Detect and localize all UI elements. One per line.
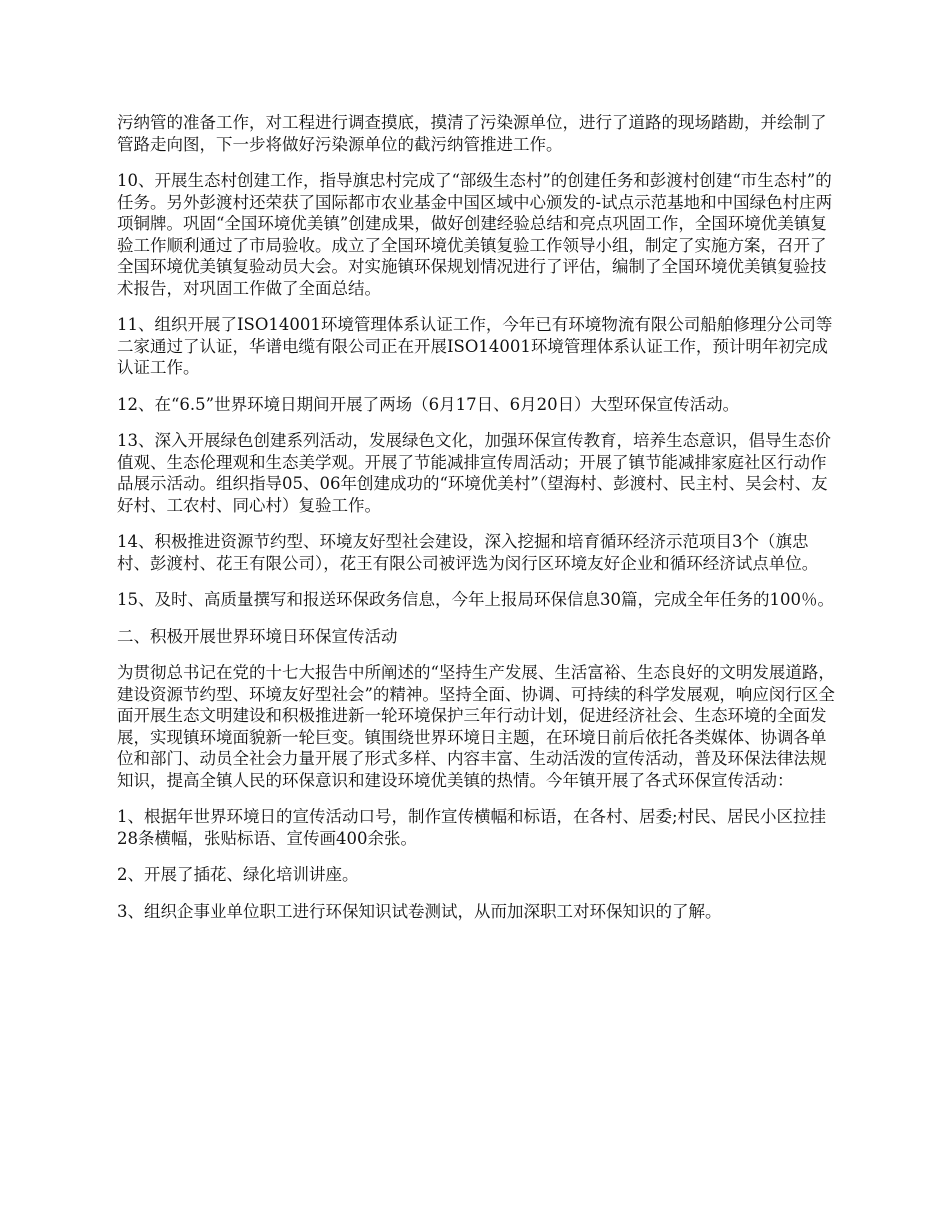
paragraph-sewage-pipe-preparation: 污纳管的准备工作，对工程进行调查摸底，摸清了污染源单位，进行了道路的现场踏勘，并绘制了管路走向图，下一步将做好污染源单位的截污纳管推进工作。 <box>117 113 827 154</box>
paragraph-item-15-government-info: 15、及时、高质量撰写和报送环保政务信息，今年上报局环保信息30篇，完成全年任务的100％。 <box>117 590 834 609</box>
paragraph-item-12-environment-day: 12、在“6.5”世界环境日期间开展了两场（6月17日、6月20日）大型环保宣传活动。 <box>117 394 740 414</box>
paragraph-item-14-circular-economy: 14、积极推进资源节约型、环境友好型社会建设，深入挖掘和培育循环经济示范项目3个（旗忠村、彭渡村、花王有限公司），花王有限公司被评选为闵行区环境友好企业和循环经济试点单位。 <box>117 532 819 573</box>
paragraph-campaign-overview: 为贯彻总书记在党的十七大报告中所阐述的“坚持生产发展、生活富裕、生态良好的文明发展道路，建设资源节约型、环境友好型社会”的精神。坚持全面、协调、可持续的科学发展观，响应闵行区全面开展生态文明建设和积极推进新一轮环境保护三年行动计划，促进经济社会、生态环境的全面发展，实现镇环境面貌新一轮巨变。镇围绕世界环境日主题，在环境日前后依托各类媒体、协调各单位和部门、动员全社会力量开展了形式多样、内容丰富、生动活泼的宣传活动，普及环保法律法规知识，提高全镇人民的环保意识和建设环境优美镇的热情。今年镇开展了各式环保宣传活动： <box>117 663 835 790</box>
paragraph-campaign-item-1-banners: 1、根据年世界环境日的宣传活动口号，制作宣传横幅和标语，在各村、居委;村民、居民小区拉挂28条横幅，张贴标语、宣传画400余张。 <box>117 807 827 848</box>
document-body <box>117 112 835 922</box>
paragraph-campaign-item-3-quiz: 3、组织企事业单位职工进行环保知识试卷测试，从而加深职工对环保知识的了解。 <box>117 901 722 921</box>
paragraph-campaign-item-2-training: 2、开展了插花、绿化培训讲座。 <box>117 865 359 884</box>
section-heading-environment-day-campaign: 二、积极开展世界环境日环保宣传活动 <box>117 626 398 646</box>
paragraph-item-11-iso14001: 11、组织开展了ISO14001环境管理体系认证工作，今年已有环境物流有限公司船舶修理分公司等二家通过了认证，华谱电缆有限公司正在开展ISO14001环境管理体系认证工作，预计明年初完成认证工作。 <box>117 315 833 377</box>
paragraph-item-13-green-creation: 13、深入开展绿色创建系列活动，发展绿色文化，加强环保宣传教育，培养生态意识，倡导生态价值观、生态伦理观和生态美学观。开展了节能减排宣传周活动；开展了镇节能减排家庭社区行动作品展示活动。组织指导05、06年创建成功的“环境优美村”（望海村、彭渡村、民主村、吴会村、友好村、工农村、同心村）复验工作。 <box>117 431 831 515</box>
paragraph-item-10-ecological-village: 10、开展生态村创建工作，指导旗忠村完成了“部级生态村”的创建任务和彭渡村创建“市生态村”的任务。另外彭渡村还荣获了国际都市农业基金中国区域中心颁发的-试点示范基地和中国绿色村庄两项铜牌。巩固“全国环境优美镇”创建成果，做好创建经验总结和亮点巩固工作，全国环境优美镇复验工作顺利通过了市局验收。成立了全国环境优美镇复验工作领导小组，制定了实施方案，召开了全国环境优美镇复验动员大会。对实施镇环保规划情况进行了评估，编制了全国环境优美镇复验技术报告，对巩固工作做了全面总结。 <box>117 171 833 298</box>
